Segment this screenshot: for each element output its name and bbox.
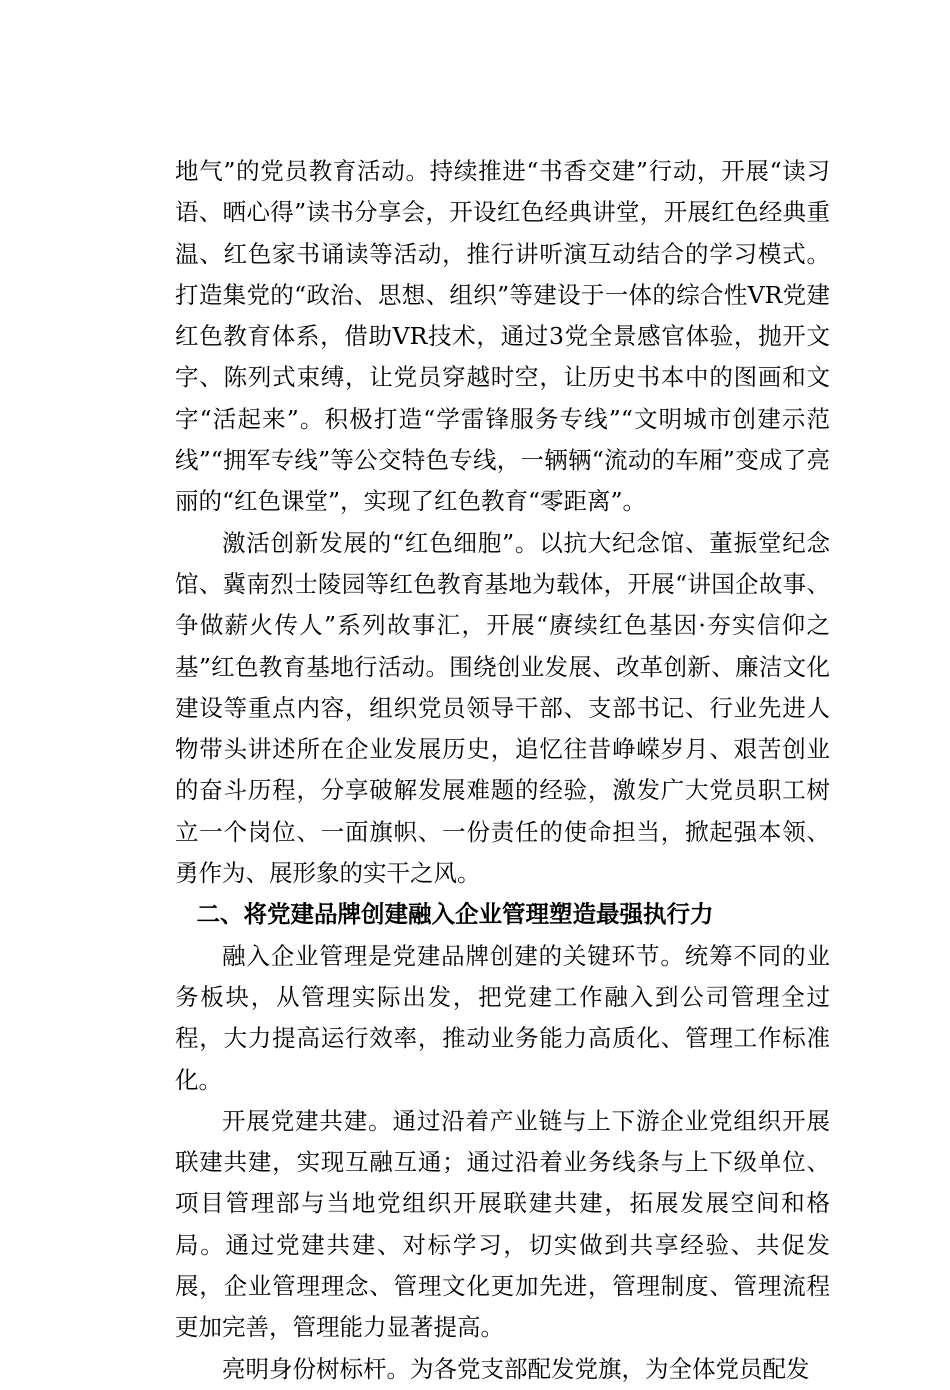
body-paragraph: 地气”的党员教育活动。持续推进“书香交建”行动，开展“读习语、晒心得”读书分享会，开设红色经典讲堂，开展红色经典重温、红色家书诵读等活动，推行讲听演互动结合的学习模式。打造集党的“政治、思想、组织”等建设于一体的综合性VR党建红色教育体系，借助VR技术，通过3党全景感官体验，抛开文字、陈列式束缚，让党员穿越时空，让历史书本中的图画和文字“活起来”。积极打造“学雷锋服务专线”“文明城市创建示范线”“拥军专线”等公交特色专线，一辆辆“流动的车厢”变成了亮丽的“红色课堂”，实现了红色教育“零距离”。 <box>175 157 830 516</box>
section-heading-text: 二、将党建品牌创建融入企业管理塑造最强执行力 <box>196 900 714 929</box>
body-paragraph: 融入企业管理是党建品牌创建的关键环节。统筹不同的业务板块，从管理实际出发，把党建工作融入到公司管理全过程，大力提高运行效率，推动业务能力高质化、管理工作标准化。 <box>175 941 830 1094</box>
body-paragraph: 激活创新发展的“红色细胞”。以抗大纪念馆、董振堂纪念馆、冀南烈士陵园等红色教育基地为载体，开展“讲国企故事、争做薪火传人”系列故事汇，开展“赓续红色基因·夯实信仰之基”红色教育基地行活动。围绕创业发展、改革创新、廉洁文化建设等重点内容，组织党员领导干部、支部书记、行业先进人物带头讲述所在企业发展历史，追忆往昔峥嵘岁月、艰苦创业的奋斗历程，分享破解发展难题的经验，激发广大党员职工树立一个岗位、一面旗帜、一份责任的使命担当，掀起强本领、勇作为、展形象的实干之风。 <box>175 528 830 888</box>
section-heading <box>173 894 828 935</box>
body-paragraph: 开展党建共建。通过沿着产业链与上下游企业党组织开展联建共建，实现互融互通；通过沿着业务线条与上下级单位、项目管理部与当地党组织开展联建共建，拓展发展空间和格局。通过党建共建、对标学习，切实做到共享经验、共促发展，企业管理理念、管理文化更加先进，管理制度、管理流程更加完善，管理能力显著提高。 <box>175 1106 830 1342</box>
body-paragraph: 亮明身份树标杆。为各党支部配发党旗，为全体党员配发 <box>222 1354 810 1383</box>
document-body <box>175 151 830 1390</box>
